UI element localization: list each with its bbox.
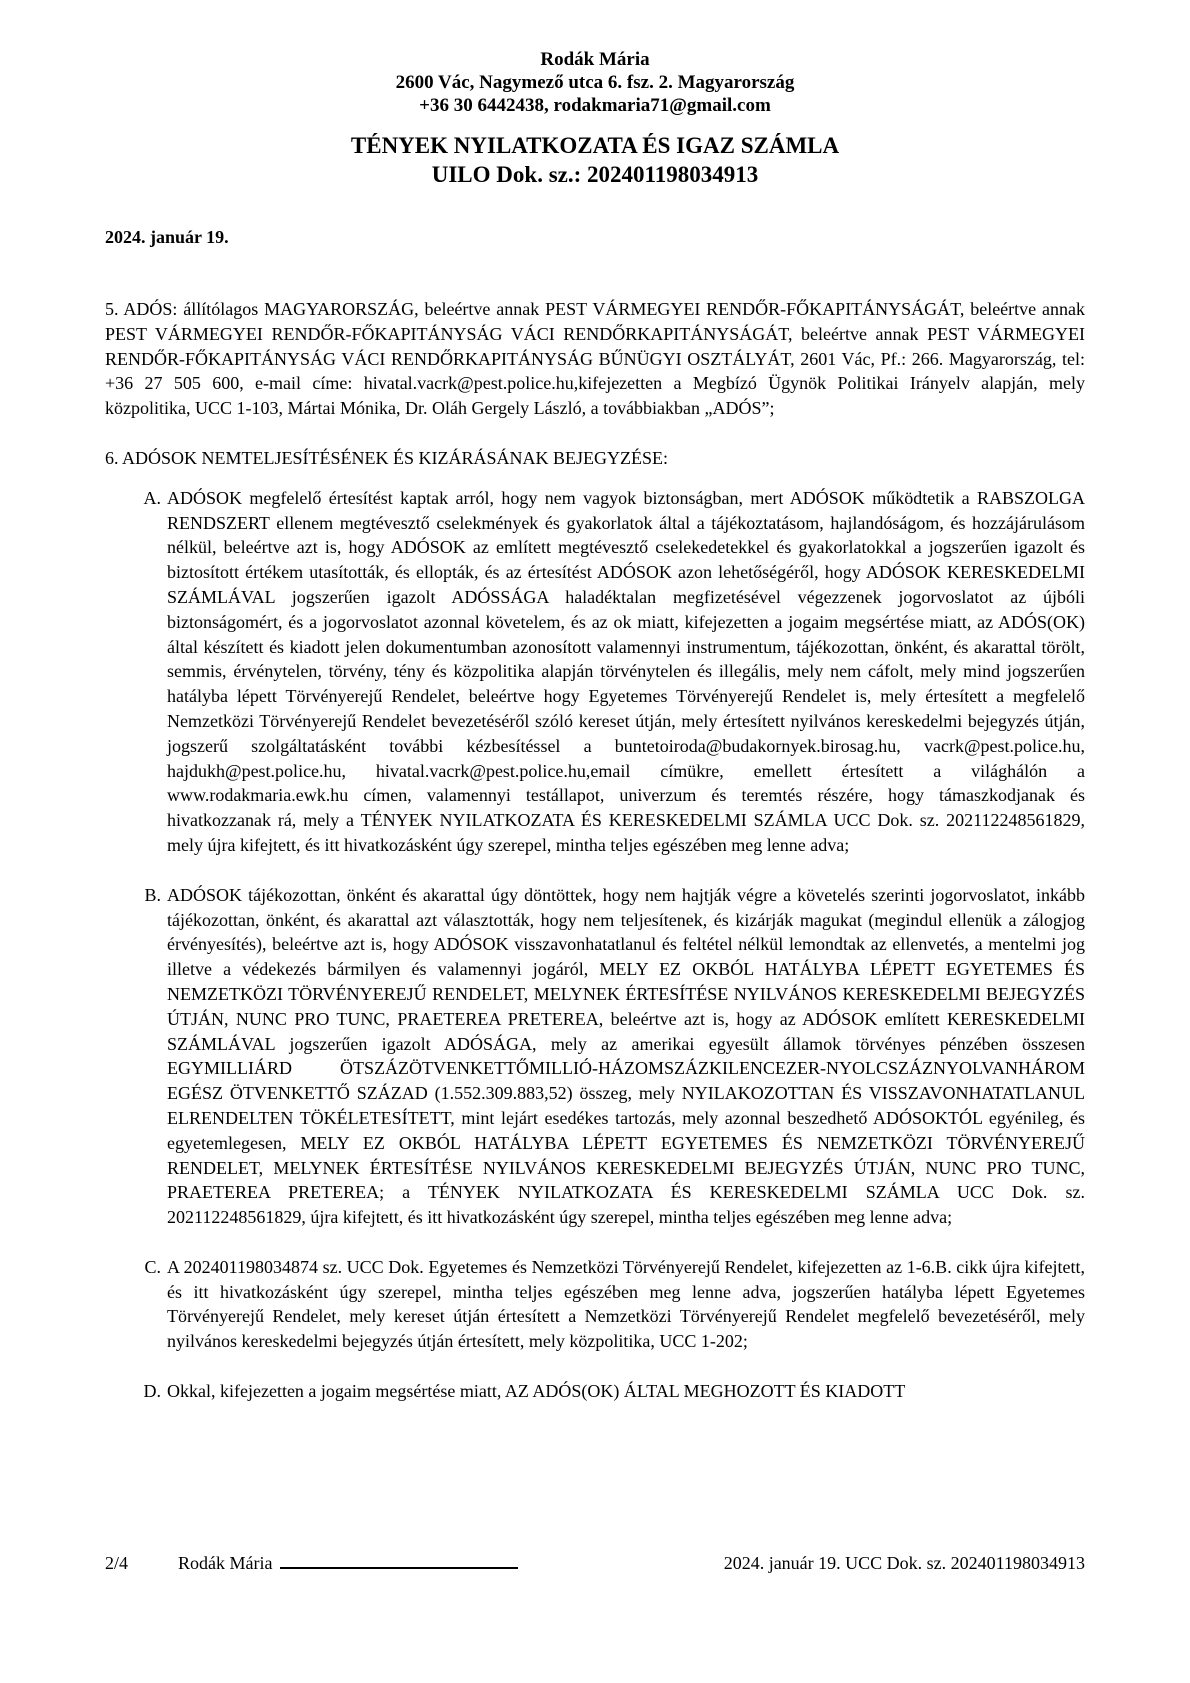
list-item-d (143, 1379, 1085, 1404)
header-contact: +36 30 6442438, rodakmaria71@gmail.com (419, 95, 771, 116)
list-item-text: ADÓSOK tájékozottan, önként és akarattal úgy döntöttek, hogy nem hajtják végre a követelés szerinti jogorvoslatot, inkább tájékozottan, önként, és akarattal azt választották, hogy nem teljesítenek, és kizárják magukat (megindul ellenük a zálogjog érvényesítés), beleértve azt is, hogy ADÓSOK visszavonhatatlanul és feltétel nélkül lemondtak az ellenvetés, a mentelmi jog illetve a védekezés bármilyen és valamennyi jogáról, MELY EZ OKBÓL HATÁLYBA LÉPETT EGYETEMES ÉS NEMZETKÖZI TÖRVÉNYEREJŰ RENDELET, MELYNEK ÉRTESÍTÉSE NYILVÁNOS KERESKEDELMI BEJEGYZÉS ÚTJÁN, NUNC PRO TUNC, PRAETEREA PRETEREA, beleértve azt is, hogy az ADÓSOK említett KERESKEDELMI SZÁMLÁVAL jogszerűen igazolt ADÓSÁGA, mely az amerikai egyesült államok törvényes pénzében összesen EGYMILLIÁRD ÖTSZÁZÖTVENKETTŐMILLIÓ-HÁZOMSZÁZKILENCEZER-NYOLCSZÁZNYOLVANHÁROM EGÉSZ ÖTVENKETTŐ SZÁZAD (1.552.309.883,52) összeg, mely NYILAKOZOTTAN ÉS VISSZAVONHATATLANUL ELRENDELTEN TÖKÉLETESÍTETT, mint lejárt esedékes tartozás, mely azonnal beszedhető ADÓSOKTÓL egyénileg, és egyetemlegesen, MELY EZ OKBÓL HATÁLYBA LÉPETT EGYETEMES ÉS NEMZETKÖZI TÖRVÉNYEREJŰ RENDELET, MELYNEK ÉRTESÍTÉSE NYILVÁNOS KERESKEDELMI BEJEGYZÉS ÚTJÁN, NUNC PRO TUNC, PRAETEREA PRETEREA; a TÉNYEK NYILATKOZATA ÉS KERESKEDELMI SZÁMLA UCC Dok. sz. 202112248561829, újra kifejtett, és itt hivatkozásként úgy szerepel, mintha teljes egészében meg lenne adva; (167, 884, 1085, 1228)
list-item-a (143, 486, 1085, 858)
document-title-block (105, 131, 1085, 189)
list-item-label: D. (143, 1381, 161, 1402)
footer-doc-reference: 2024. január 19. UCC Dok. sz. 202401198034913 (723, 1553, 1085, 1573)
signature-line (280, 1551, 518, 1569)
list-item-c (144, 1255, 1085, 1354)
page-number: 2/4 (105, 1553, 129, 1573)
signer-name: Rodák Mária (178, 1553, 273, 1573)
page-footer (105, 1551, 1085, 1575)
list-item-label: A. (143, 487, 161, 508)
list-item-text: A 202401198034874 sz. UCC Dok. Egyetemes és Nemzetközi Törvényerejű Rendelet, kifejezetten az 1-6.B. cikk újra kifejtett, és itt hivatkozásként úgy szerepel, mintha teljes egészében meg lenne adva, jogszerűen hatályba lépett Egyetemes Törvényerejű Rendelet, mely kereset útján értesített a Nemzetközi Törvényerejű Rendelet megfelelő bevezetéséről, mely nyilvános kereskedelmi bejegyzés útján értesített, mely közpolitika, UCC 1-202; (167, 1256, 1085, 1352)
header-address: 2600 Vác, Nagymező utca 6. fsz. 2. Magyarország (395, 72, 795, 93)
header-name: Rodák Mária (540, 49, 650, 70)
section-6-list (105, 486, 1085, 1404)
paragraph-5: 5. ADÓS: állítólagos MAGYARORSZÁG, beleértve annak PEST VÁRMEGYEI RENDŐR-FŐKAPITÁNYSÁGÁT, beleértve annak PEST VÁRMEGYEI RENDŐR-FŐKAPITÁNYSÁG VÁCI RENDŐRKAPITÁNYSÁGÁT, beleértve annak PEST VÁRMEGYEI RENDŐR-FŐKAPITÁNYSÁG VÁCI RENDŐRKAPITÁNYSÁG BŰNÜGYI OSZTÁLYÁT, 2601 Vác, Pf.: 266. Magyarország, tel: +36 27 505 600, e-mail címe: hivatal.vacrk@pest.police.hu,kifejezetten a Megbízó Ügynök Politikai Irányelv alapján, mely közpolitika, UCC 1-103, Mártai Mónika, Dr. Oláh Gergely László, a továbbiakban „ADÓS”; (105, 299, 1085, 419)
document-subtitle: UILO Dok. sz.: 202401198034913 (431, 162, 759, 187)
document-header (105, 0, 1085, 117)
list-item-text: ADÓSOK megfelelő értesítést kaptak arról, hogy nem vagyok biztonságban, mert ADÓSOK működtetik a RABSZOLGA RENDSZERT ellenem megtévesztő cselekmények és gyakorlatok által a tájékoztatásom, hajlandóságom, és hozzájárulásom nélkül, beleértve azt is, hogy ADÓSOK az említett megtévesztő cselekedetekkel és gyakorlatokkal a jogszerűen igazolt és biztosított értékem utasították, és ellopták, és az értesítést ADÓSOK azon lehetőségéről, hogy ADÓSOK KERESKEDELMI SZÁMLÁVAL jogszerűen igazolt ADÓSSÁGA haladéktalan megfizetésével végezzenek jogorvoslatot az újbóli biztonságomért, és a jogorvoslatot azonnal követelem, és az ok miatt, kifejezetten a jogaim megsértése miatt, az ADÓS(OK) által készített és kiadott jelen dokumentumban azonosított valamennyi instrumentum, tájékozottan, önként, és akarattal törölt, semmis, érvénytelen, törvény, tény és közpolitika alapján törvénytelen és illegális, mely nem cáfolt, mely mind jogszerűen hatályba lépett Törvényerejű Rendelet, beleértve hogy Egyetemes Törvényerejű Rendelet is, mely értesített a megfelelő Nemzetközi Törvényerejű Rendelet bevezetéséről szóló kereset útján, mely értesített nyilvános kereskedelmi bejegyzés útján, jogszerű szolgáltatásként további kézbesítéssel a buntetoiroda@budakornyek.birosag.hu, vacrk@pest.police.hu, hajdukh@pest.police.hu, hivatal.vacrk@pest.police.hu,email címükre, emellett értesített a világhálón a www.rodakmaria.ewk.hu címen, valamennyi testállapot, univerzum és teremtés részére, hogy támaszkodjanak és hivatkozzanak rá, mely a TÉNYEK NYILATKOZATA ÉS KERESKEDELMI SZÁMLA UCC Dok. sz. 202112248561829, mely újra kifejtett, és itt hivatkozásként úgy szerepel, mintha teljes egészében meg lenne adva; (167, 487, 1085, 855)
date-line: 2024. január 19. (105, 227, 229, 247)
list-item-label: C. (144, 1256, 161, 1277)
list-item-text: Okkal, kifejezetten a jogaim megsértése miatt, AZ ADÓS(OK) ÁLTAL MEGHOZOTT ÉS KIADOTT (167, 1381, 906, 1402)
list-item-b (144, 883, 1085, 1230)
document-title: TÉNYEK NYILATKOZATA ÉS IGAZ SZÁMLA (350, 133, 840, 158)
signature-block (178, 1551, 518, 1575)
section-6-heading: 6. ADÓSOK NEMTELJESÍTÉSÉNEK ÉS KIZÁRÁSÁNAK BEJEGYZÉSE: (105, 447, 668, 468)
list-item-label: B. (144, 884, 161, 905)
